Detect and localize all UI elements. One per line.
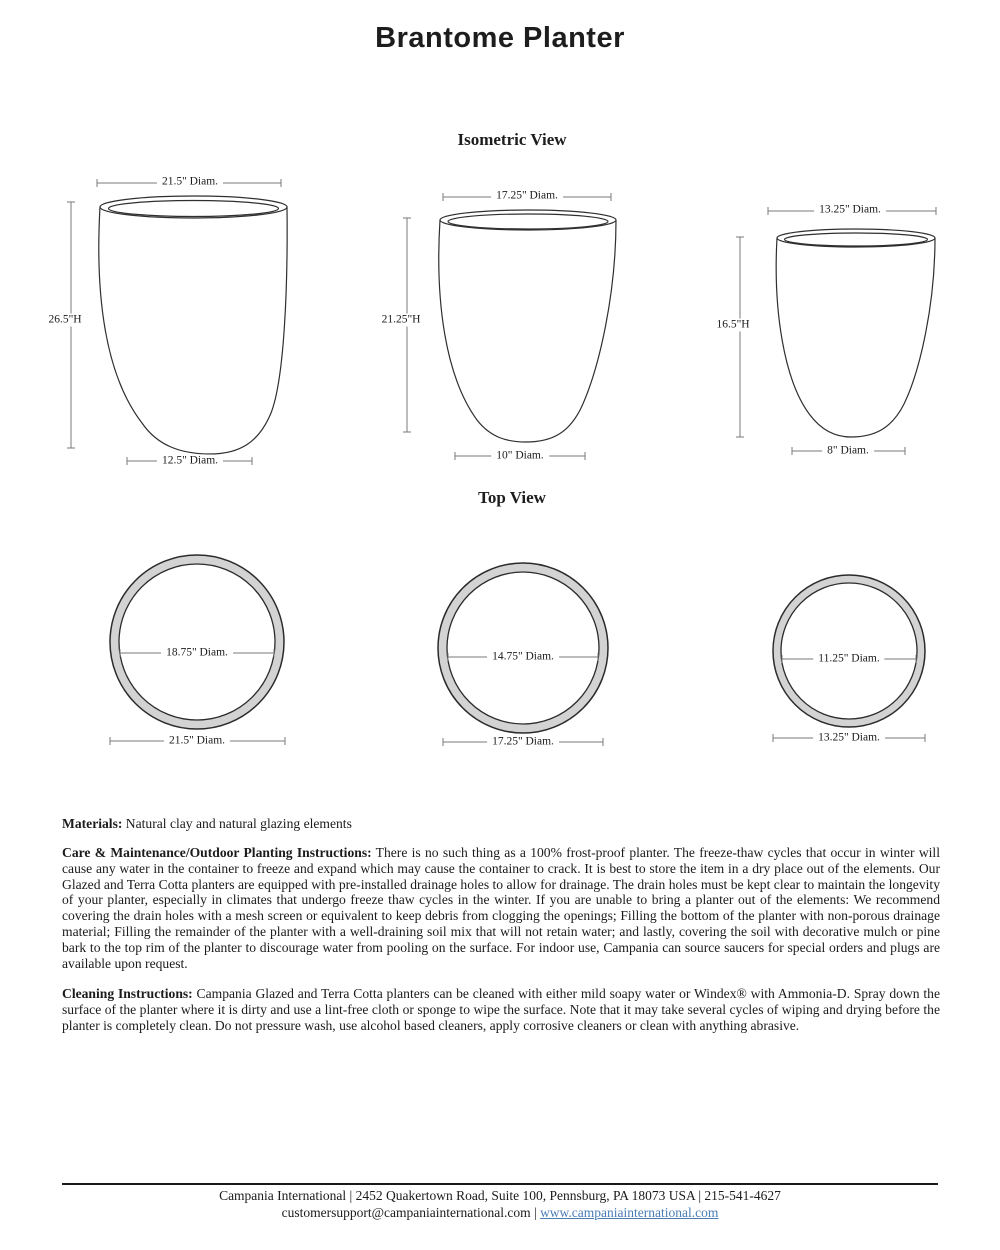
- dim-label-topview-small-outer: 13.25" Diam.: [813, 732, 885, 745]
- dim-label-medium-height: 21.25"H: [377, 314, 426, 327]
- footer-divider: [62, 1183, 938, 1185]
- materials-label: Materials:: [62, 816, 123, 831]
- footer-contact-line: [0, 1205, 1000, 1222]
- dim-label-medium-top-diam: 17.25" Diam.: [491, 190, 563, 203]
- isometric-view-heading: Isometric View: [457, 130, 567, 149]
- footer: [0, 1188, 1000, 1221]
- page-title: Brantome Planter: [375, 22, 625, 54]
- footer-email: customersupport@campaniainternational.com: [281, 1204, 531, 1220]
- care-maintenance-paragraph: [62, 845, 940, 971]
- cleaning-instructions-label: Cleaning Instructions:: [62, 986, 193, 1001]
- materials-text: Natural clay and natural glazing elements: [122, 816, 352, 831]
- dim-label-small-top-diam: 13.25" Diam.: [814, 204, 886, 217]
- dim-label-small-bottom-diam: 8" Diam.: [822, 445, 874, 458]
- dim-label-small-height: 16.5"H: [711, 319, 754, 332]
- dim-label-topview-large-inner: 18.75" Diam.: [161, 647, 233, 660]
- top-view-heading: Top View: [478, 488, 546, 507]
- dim-label-medium-bottom-diam: 10" Diam.: [491, 450, 549, 463]
- cleaning-instructions-text: Campania Glazed and Terra Cotta planters can be cleaned with either mild soapy water or Windex® with Ammonia-D. Spray down the surface of the planter where it is dirty and use a lint-free cloth or sponge to wipe the surface. Note that it may take several cycles of wiping and drying before the planter is completely clean. Do not pressure wash, use alcohol based cleaners, apply corrosive cleaners or clean with anything abrasive.: [62, 986, 940, 1033]
- dim-label-topview-medium-inner: 14.75" Diam.: [487, 651, 559, 664]
- footer-address-line: Campania International | 2452 Quakertown Road, Suite 100, Pennsburg, PA 18073 USA | 215-541-4627: [219, 1188, 781, 1203]
- website-link[interactable]: www.campaniainternational.com: [540, 1204, 719, 1220]
- footer-separator: |: [530, 1204, 541, 1220]
- care-maintenance-text: There is no such thing as a 100% frost-proof planter. The freeze-thaw cycles that occur in winter will cause any water in the container to freeze and expand which may cause the container to crack. It is best to store the item in a dry place out of the elements. Our Glazed and Terra Cotta planters are equipped with pre-installed drainage holes to allow for drainage. The drain holes must be kept clear to maintain the longevity of your planter, especially in climates that undergo freeze thaw cycles in the winter. If you are unable to bring a planter out of the elements: We recommend covering the drain holes with a mesh screen or equivalent to keep debris from clogging the openings; Filling the bottom of the planter with non-porous drainage material; Filling the remainder of the planter with a well-draining soil mix that will not retain water; and lastly, covering the soil with decorative mulch or pine bark to the top rim of the planter to discourage water from pooling on the surface. For indoor use, Campania can source saucers for special orders and plugs are available upon request.: [62, 845, 940, 971]
- care-maintenance-label: Care & Maintenance/Outdoor Planting Instructions:: [62, 845, 372, 860]
- dim-label-topview-small-inner: 11.25" Diam.: [813, 653, 884, 666]
- dim-label-large-top-diam: 21.5" Diam.: [157, 176, 223, 189]
- dim-label-topview-medium-outer: 17.25" Diam.: [487, 736, 559, 749]
- dim-label-topview-large-outer: 21.5" Diam.: [164, 735, 230, 748]
- cleaning-instructions-paragraph: [62, 986, 940, 1033]
- materials-paragraph: [62, 816, 940, 832]
- dim-label-large-height: 26.5"H: [43, 314, 86, 327]
- dim-label-large-bottom-diam: 12.5" Diam.: [157, 455, 223, 468]
